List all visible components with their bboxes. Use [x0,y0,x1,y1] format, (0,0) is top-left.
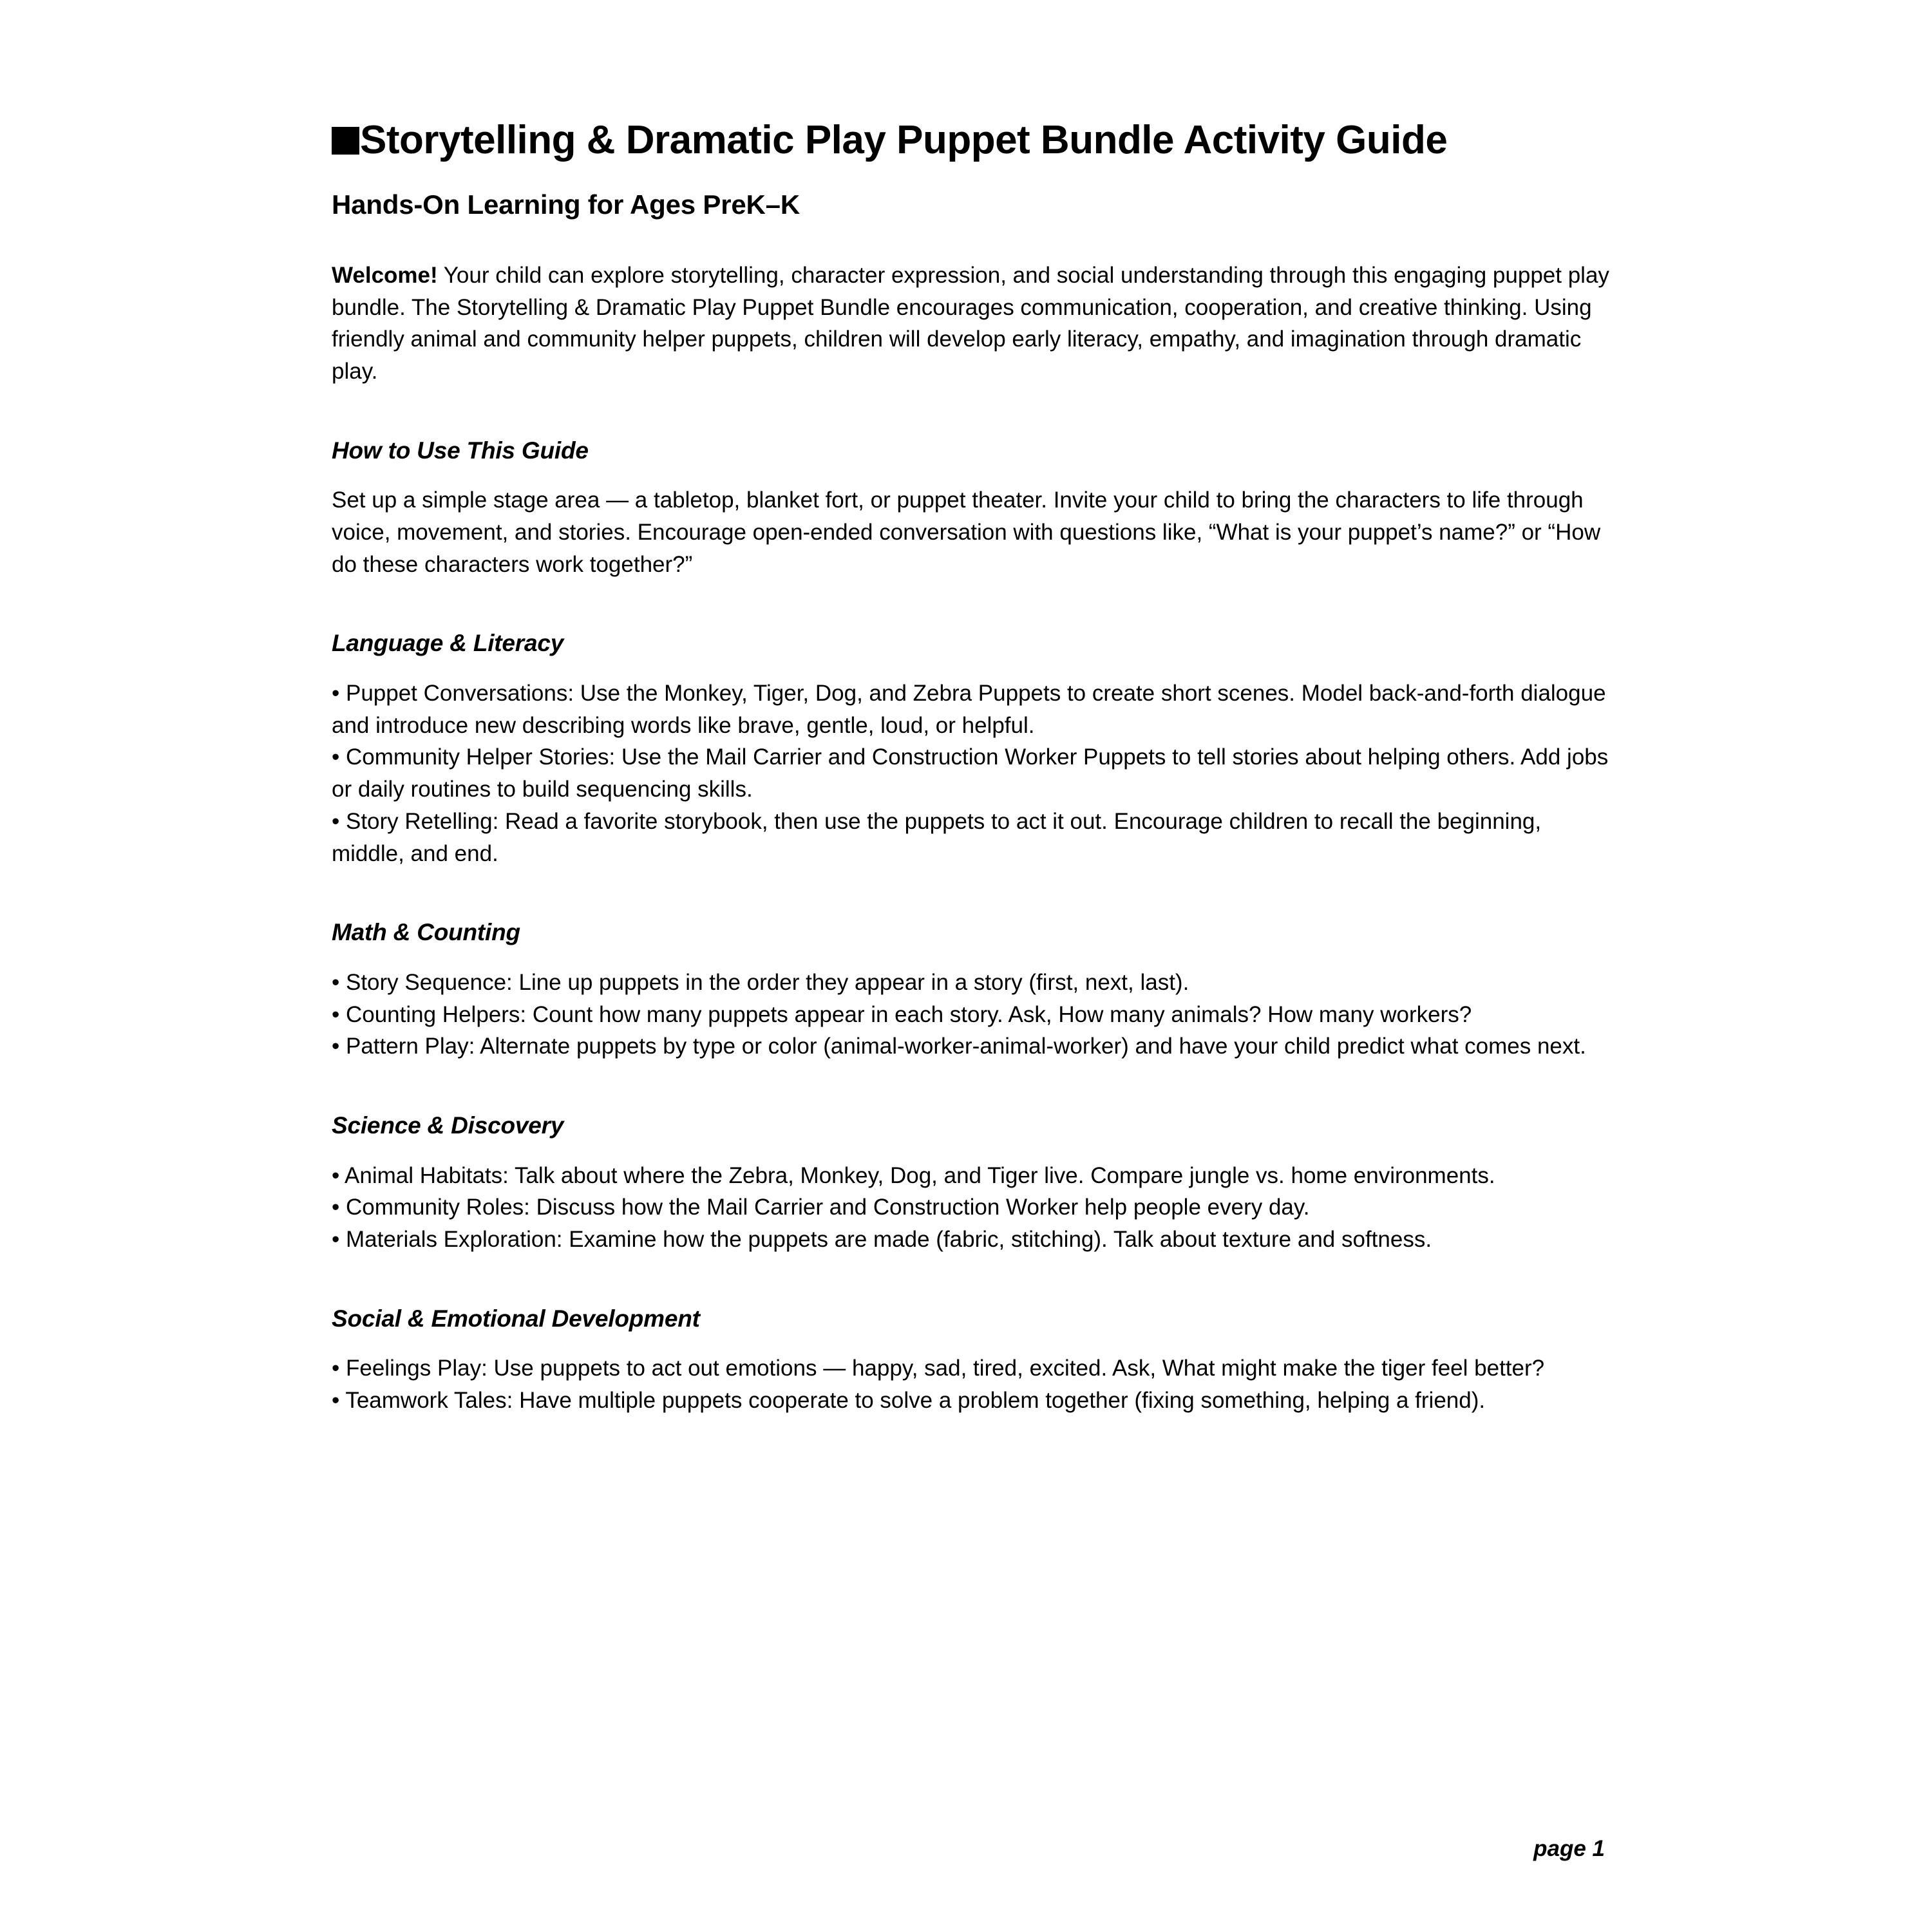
section-heading-math-counting: Math & Counting [332,919,520,946]
intro-paragraph-text: Your child can explore storytelling, character expression, and social understanding through this engaging puppet play bundle. The Storytelling & Dramatic Play Puppet Bundle encourages communication, cooperation, and creative thinking. Using friendly animal and community helper puppets, children will develop early literacy, empathy, and imagination through dramatic play. [332,262,1609,384]
section-science-discovery [332,1113,1616,1256]
page-number-footer: page 1 [1533,1836,1605,1861]
list-item: • Feelings Play: Use puppets to act out emotions — happy, sad, tired, excited. Ask, What might make the tiger feel better? [332,1356,1545,1381]
section-language-literacy [332,630,1616,869]
list-item: • Story Retelling: Read a favorite storybook, then use the puppets to act it out. Encourage children to recall the beginning, middle, and end. [332,808,1542,866]
section-heading-social-emotional: Social & Emotional Development [332,1305,700,1332]
list-item: • Pattern Play: Alternate puppets by type or color (animal-worker-animal-worker) and have your child predict what comes next. [332,1034,1586,1059]
section-social-emotional [332,1306,1616,1417]
section-body-how-to-use [332,484,1616,580]
document-content [332,119,1616,1417]
list-item: • Materials Exploration: Examine how the puppets are made (fabric, stitching). Talk about texture and softness. [332,1227,1432,1253]
list-item: • Community Roles: Discuss how the Mail Carrier and Construction Worker help people every day. [332,1195,1310,1220]
list-item: • Teamwork Tales: Have multiple puppets cooperate to solve a problem together (fixing something, helping a friend). [332,1388,1486,1414]
list-item: • Animal Habitats: Talk about where the Zebra, Monkey, Dog, and Tiger live. Compare jungle vs. home environments. [332,1162,1495,1188]
page-title [332,119,1616,162]
list-item: • Counting Helpers: Count how many puppets appear in each story. Ask, How many animals? How many workers? [332,1001,1472,1027]
section-body-science-discovery [332,1160,1616,1256]
section-heading-how-to-use: How to Use This Guide [332,437,589,464]
section-paragraph: Set up a simple stage area — a tabletop, blanket fort, or puppet theater. Invite your child to bring the characters to life through voice, movement, and stories. Encourage open-ended conversation with questions like, “What is your puppet’s name?” or “How do these characters work together?” [332,488,1601,577]
section-body-math-counting [332,967,1616,1063]
section-math-counting [332,920,1616,1063]
list-item: • Puppet Conversations: Use the Monkey, Tiger, Dog, and Zebra Puppets to create short scenes. Model back-and-forth dialogue and introduce new describing words like brave, gentle, loud, or helpful. [332,681,1606,738]
intro-lead-label: Welcome! [332,262,438,288]
intro-paragraph [332,260,1616,388]
list-item: • Story Sequence: Line up puppets in the order they appear in a story (first, next, last). [332,969,1189,995]
list-item: • Community Helper Stories: Use the Mail Carrier and Construction Worker Puppets to tell stories about helping others. Add jobs or daily routines to build sequencing skills. [332,744,1609,802]
section-body-social-emotional [332,1352,1616,1416]
section-how-to-use [332,438,1616,581]
missing-glyph-square-icon [332,127,359,155]
section-heading-language-literacy: Language & Literacy [332,630,564,657]
section-heading-science-discovery: Science & Discovery [332,1112,564,1139]
section-body-language-literacy [332,677,1616,869]
page-title-text: Storytelling & Dramatic Play Puppet Bundle Activity Guide [360,118,1448,162]
page-subtitle: Hands-On Learning for Ages PreK–K [332,189,800,220]
